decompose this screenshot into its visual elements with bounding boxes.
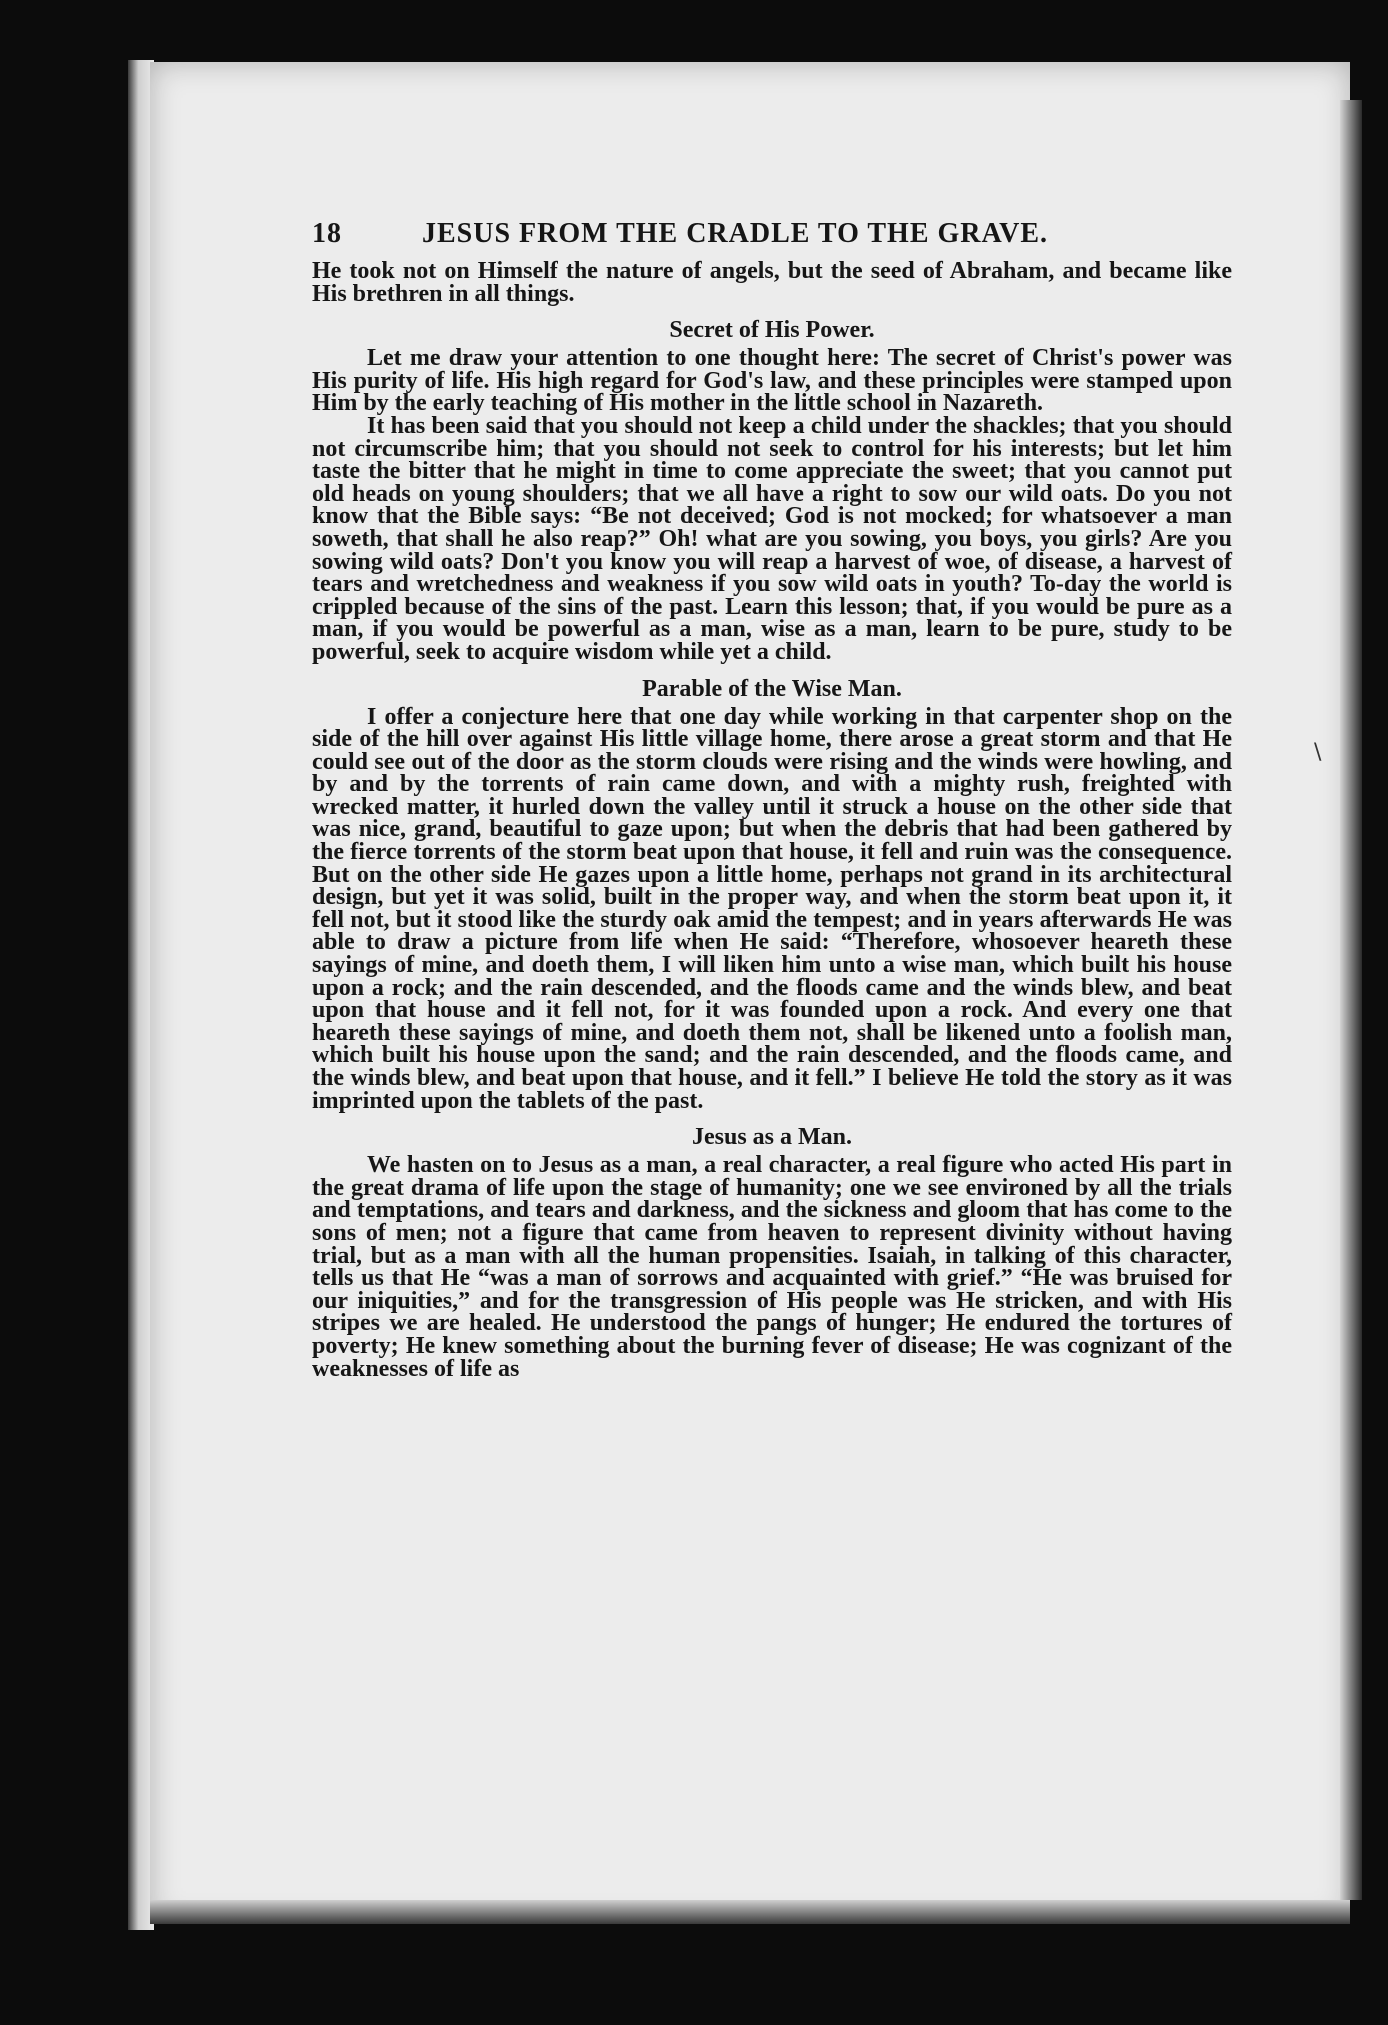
paragraph-jesus-man-1: We hasten on to Jesus as a man, a real character, a real figure who acted His part in the great drama of life upon the stage of humanity; one we see environed by all the trials and temptations, and tears and darkness, and the sickness and gloom that has come to the sons of men; not a figure that came from heaven to represent divinity without having trial, but as a man with all the human propensities. Isaiah, in talking of this character, tells us that He “was a man of sorrows and acquainted with grief.” “He was bruised for our iniquities,” and for the transgression of His people was He stricken, and with His stripes we are healed. He understood the pangs of hunger; He endured the tortures of poverty; He knew something about the burning fever of disease; He was cognizant of the weaknesses of life as [312,1152,1232,1382]
page-right-edge [1340,100,1362,1900]
stray-pen-mark: \ [1314,740,1322,765]
intro-paragraph: He took not on Himself the nature of angels, but the seed of Abraham, and became like His brethren in all things. [312,258,1232,307]
paragraph-secret-1: Let me draw your attention to one thought here: The secret of Christ's power was His purity of life. His high regard for God's law, and these principles were stamped upon Him by the early teaching of His mother in the little school in Nazareth. [312,345,1232,417]
running-head [312,218,1232,250]
section-heading-jesus-as-a-man: Jesus as a Man. [691,1124,853,1151]
running-title: JESUS FROM THE CRADLE TO THE GRAVE. [422,218,1049,249]
page-text-block [312,218,1232,1380]
page-number: 18 [312,218,342,249]
section-heading-parable-of-the-wise-man: Parable of the Wise Man. [642,675,902,702]
paragraph-secret-2: It has been said that you should not keep a child under the shackles; that you should not circumscribe him; that you should not seek to control for his interests; but let him taste the bitter that he might in time to come appreciate the sweet; that you cannot put old heads on young shoulders; that we all have a right to sow our wild oats. Do you not know that the Bible says: “Be not deceived; God is not mocked; for whatsoever a man soweth, that shall he also reap?” Oh! what are you sowing, you boys, you girls? Are you sowing wild oats? Don't you know you will reap a harvest of woe, of disease, a harvest of tears and wretchedness and weakness if you sow wild oats in youth? To-day the world is crippled because of the sins of the past. Learn this lesson; that, if you would be pure as a man, if you would be powerful as a man, wise as a man, learn to be pure, study to be powerful, seek to acquire wisdom while yet a child. [312,412,1232,665]
page-bottom-edge [150,1900,1350,1924]
paragraph-parable-1: I offer a conjecture here that one day while working in that carpenter shop on the side of the hill over against His little village home, there arose a great storm and that He could see out of the door as the storm clouds were rising and the winds were howling, and by and by the torrents of rain came down, and with a mighty rush, freighted with wrecked matter, it hurled down the valley until it struck a house on the other side that was nice, grand, beautiful to gaze upon; but when the debris that had been gathered by the fierce torrents of the storm beat upon that house, it fell and ruin was the consequence. But on the other side He gazes upon a little home, perhaps not grand in its architectural design, but yet it was solid, built in the proper way, and when the storm beat upon it, it fell not, but it stood like the sturdy oak amid the tempest; and in years afterwards He was able to draw a picture from life when He said: “Therefore, whosoever heareth these sayings of mine, and doeth them, I will liken him unto a wise man, which built his house upon a rock; and the rain descended, and the floods came and the winds blew, and beat upon that house and it fell not, for it was founded upon a rock. And every one that heareth these sayings of mine, and doeth them not, shall be likened unto a foolish man, which built his house upon the sand; and the rain descended, and the floods came, and the winds blew, and beat upon that house, and it fell.” I believe He told the story as it was imprinted upon the tablets of the past. [312,703,1232,1114]
section-heading-secret-of-his-power: Secret of His Power. [669,317,875,344]
